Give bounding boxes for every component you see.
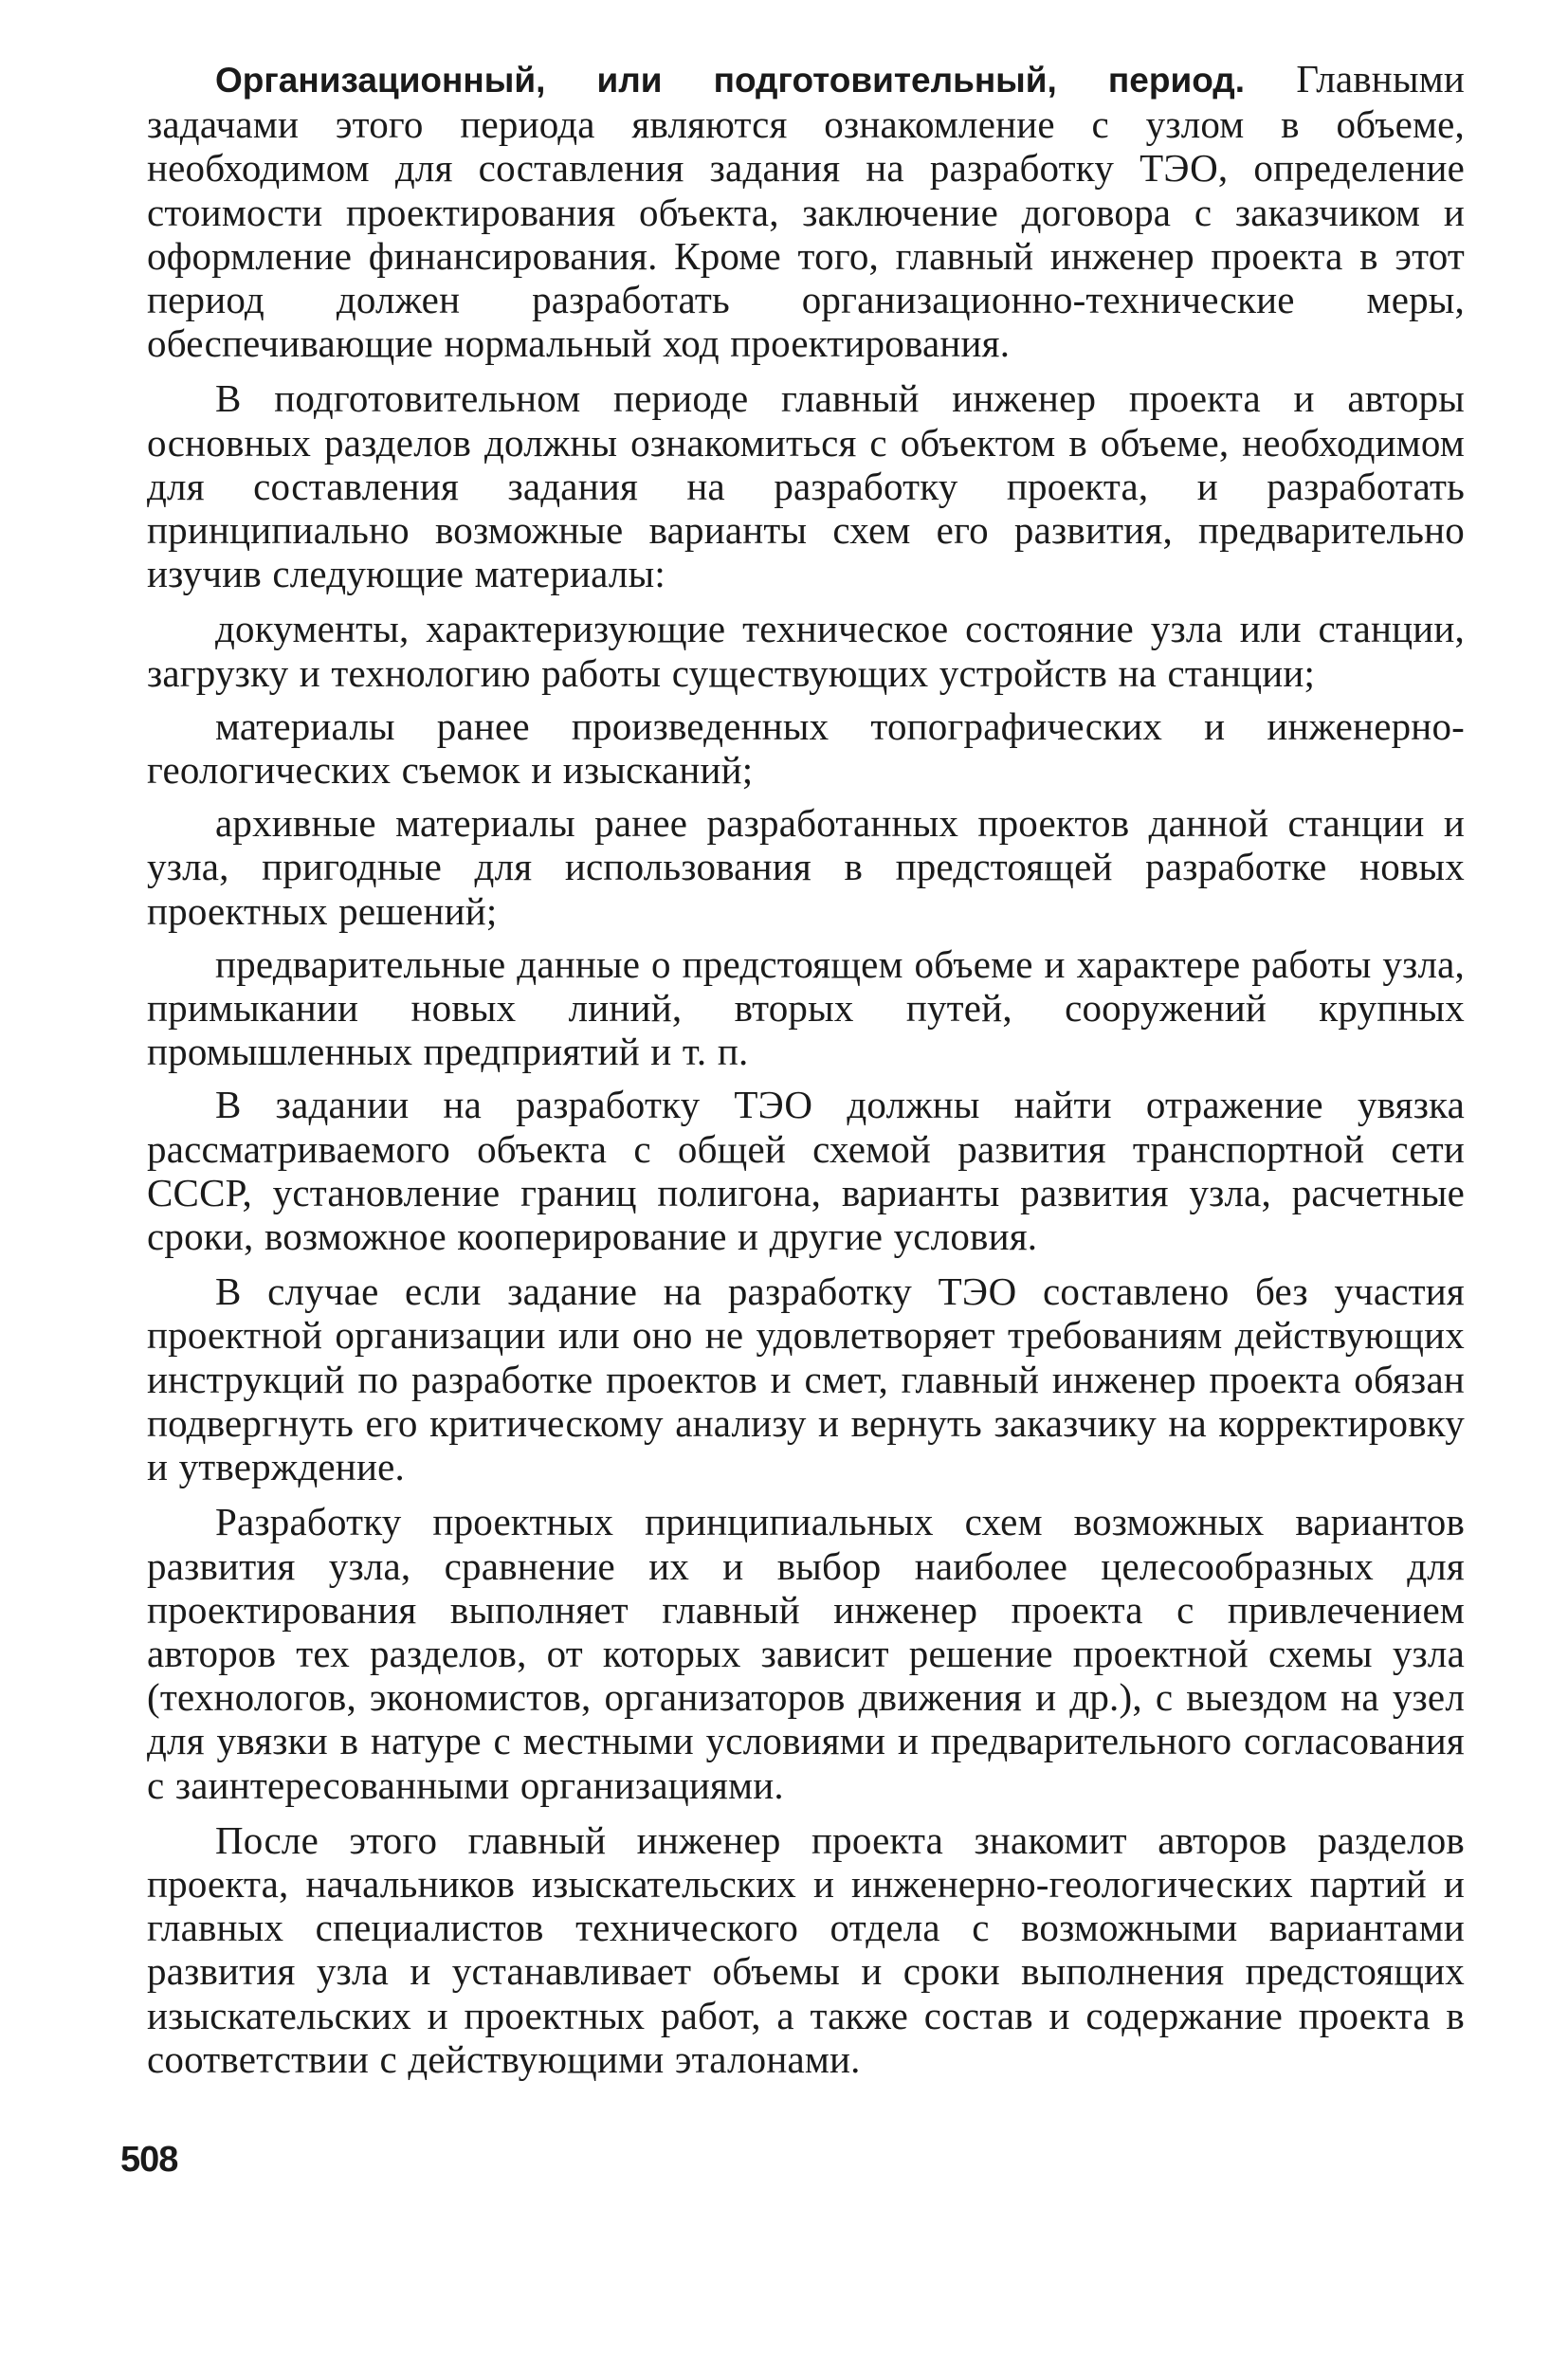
page-number: 508 [120, 2140, 178, 2180]
page-body [147, 57, 1465, 2092]
paragraph-scheme-development: Разработку проектных принципиальных схем возможных вариантов развития узла, сравнение их и выбор наиболее целесообразных для проектирования выполняет главный инженер проекта с привлечением авторов тех разделов, от которых зависит решение проектной схемы узла (технологов, экономистов, организаторов движения и др.), с выездом на узел для увязки в натуре с местными условиями и предварительного согласования с заинтересованными организациями. [147, 1500, 1465, 1807]
list-item: материалы ранее произведенных топографических и инженерно-геологических съемок и изысканий; [147, 703, 1465, 793]
list-item: предварительные данные о предстоящем объеме и характере работы узла, примыкании новых линий, вторых путей, сооружений крупных промышленных предприятий и т. п. [147, 941, 1465, 1074]
paragraph-organizational-period [147, 57, 1465, 365]
list-item: документы, характеризующие техническое состояние узла или станции, загрузку и технологию работы существующих устройств на станции; [147, 607, 1465, 695]
paragraph-team-briefing: После этого главный инженер проекта знакомит авторов разделов проекта, начальников изыскательских и инженерно-геологических партий и главных специалистов технического отдела с возможными вариантами развития узла и устанавливает объемы и сроки выполнения предстоящих изыскательских и проектных работ, а также состав и содержание проекта в соответствии с действующими эталонами. [147, 1817, 1465, 2081]
list-item: архивные материалы ранее разработанных проектов данной станции и узла, пригодные для использования в предстоящей разработке новых проектных решений; [147, 801, 1465, 933]
paragraph-text: Главными задачами этого периода являются ознакомление с узлом в объеме, необходимом для составления задания на разработку ТЭО, определение стоимости проектирования объекта, заключение договора с заказчиком и оформление финансирования. Кроме того, главный инженер проекта в этот период должен разработать организационно-технические меры, обеспечивающие нормальный ход проектирования. [147, 57, 1465, 366]
paragraph-assignment-review: В случае если задание на разработку ТЭО составлено без участия проектной организации или оно не удовлетворяет требованиям действующих инструкций по разработке проектов и смет, главный инженер проекта обязан подвергнуть его критическому анализу и вернуть заказчику на корректировку и утверждение. [147, 1269, 1465, 1489]
paragraph-assignment: В задании на разработку ТЭО должны найти отражение увязка рассматриваемого объекта с общей схемой развития транспортной сети СССР, установление границ полигона, варианты развития узла, расчетные сроки, возможное кооперирование и другие условия. [147, 1083, 1465, 1259]
section-lead: Организационный, или подготовительный, период. [215, 61, 1246, 100]
paragraph-preparatory-period: В подготовительном периоде главный инженер проекта и авторы основных разделов должны ознакомиться с объектом в объеме, необходимом для составления задания на разработку проекта, и разработать принципиально возможные варианты схем его развития, предварительно изучив следующие материалы: [147, 376, 1465, 596]
